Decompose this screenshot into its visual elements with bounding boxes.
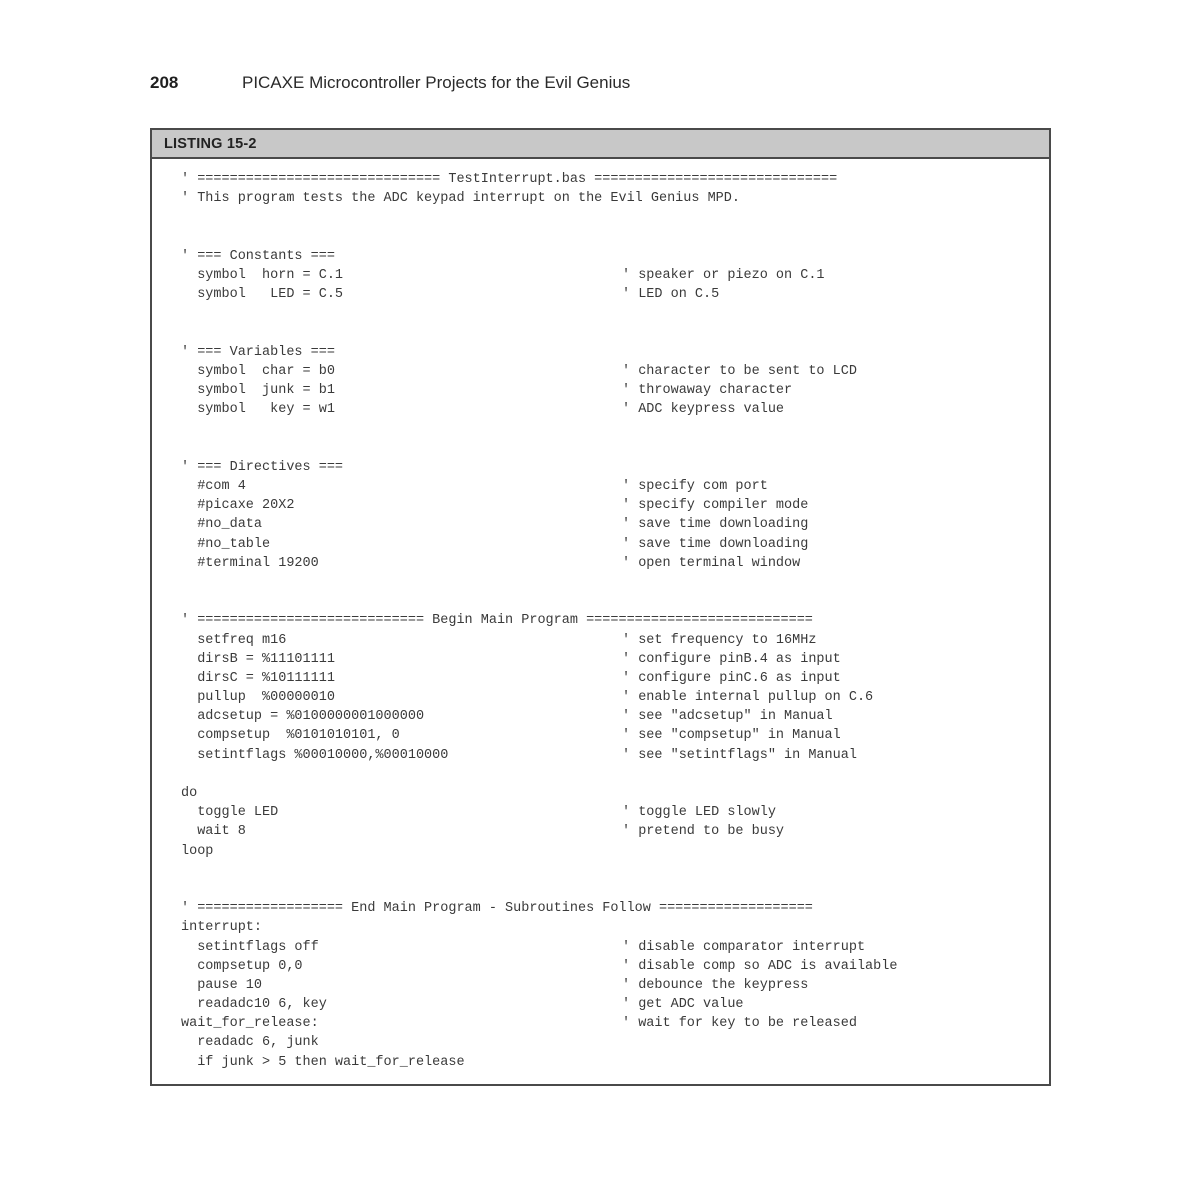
code-statement: ' === Variables === [181,344,335,360]
code-comment: ' wait for key to be released [622,1016,857,1032]
code-statement: symbol junk = b1 [181,383,335,399]
code-comment: ' LED on C.5 [622,287,720,303]
code-comment: ' save time downloading [622,536,809,552]
code-statement: wait 8 [181,824,246,840]
code-statement: dirsC = %10111111 [181,670,335,686]
code-comment: ' configure pinC.6 as input [622,670,841,686]
code-statement: #no_data [181,517,263,533]
code-statement: pullup %00000010 [181,690,335,706]
code-statement: pause 10 [181,977,263,993]
code-statement: ' === Constants === [181,248,335,264]
code-comment: ' specify com port [622,479,768,494]
code-comment: ' see "setintflags" in Manual [622,747,857,763]
code-statement: compsetup 0,0 [181,958,303,974]
page-number: 208 [150,73,179,92]
code-comment: ' enable internal pullup on C.6 [622,690,874,706]
code-comment: ' ADC keypress value [622,402,785,418]
code-statement: #terminal 19200 [181,555,319,571]
code-statement: if junk > 5 then wait_for_release [181,1054,465,1070]
code-comment: ' set frequency to 16MHz [622,632,817,648]
code-statement: setintflags off [181,939,319,955]
running-header [150,70,630,96]
code-listing [150,128,1051,1086]
code-statement: ' This program tests the ADC keypad interrupt on the Evil Genius MPD. [181,191,740,207]
code-comment: ' get ADC value [622,997,744,1013]
code-statement: setfreq m16 [181,632,287,648]
code-statement: symbol char = b0 [181,363,335,379]
listing-label: LISTING 15-2 [164,135,257,152]
code-statement: readadc 6, junk [181,1035,319,1051]
code-statement: readadc10 6, key [181,997,327,1013]
code-statement: #no_table [181,536,271,552]
code-statement: wait_for_release: [181,1016,319,1032]
code-comment: ' specify compiler mode [622,498,809,514]
code-comment: ' save time downloading [622,517,809,533]
code-statement: do [181,786,198,801]
code-comment: ' see "compsetup" in Manual [622,728,841,744]
code-statement: interrupt: [181,920,263,936]
code-comment: ' speaker or piezo on C.1 [622,267,825,283]
code-statement: ' ============================ Begin Main Program ============================ [181,613,813,629]
code-statement: ' ================== End Main Program - Subroutines Follow =================== [181,901,813,917]
code-comment: ' disable comparator interrupt [622,939,866,955]
code-statement: #com 4 [181,479,246,494]
code-comment: ' pretend to be busy [622,824,785,840]
code-comment: ' configure pinB.4 as input [622,651,841,667]
code-statement: compsetup %0101010101, 0 [181,728,400,744]
code-statement: symbol LED = C.5 [181,287,344,303]
code-statement: toggle LED [181,805,279,821]
listing-header [152,130,1049,159]
code-statement: loop [181,843,214,859]
code-statement: dirsB = %11101111 [181,651,335,667]
code-statement: setintflags %00010000,%00010000 [181,747,449,763]
code-comment: ' throwaway character [622,383,793,399]
code-statement: symbol horn = C.1 [181,267,344,283]
code-comment: ' toggle LED slowly [622,805,776,821]
code-statement: ' === Directives === [181,459,344,475]
code-statement: adcsetup = %0100000001000000 [181,709,425,725]
code-statement: ' ============================== TestInterrupt.bas ============================== [181,172,838,187]
code-statement: symbol key = w1 [181,402,335,418]
code-comment: ' see "adcsetup" in Manual [622,709,833,725]
code-comment: ' character to be sent to LCD [622,363,857,379]
code-comment: ' disable comp so ADC is available [622,958,898,974]
code-comment: ' open terminal window [622,555,801,571]
code-comment: ' debounce the keypress [622,977,809,993]
book-title: PICAXE Microcontroller Projects for the Evil Genius [242,73,631,92]
code-statement: #picaxe 20X2 [181,498,295,514]
